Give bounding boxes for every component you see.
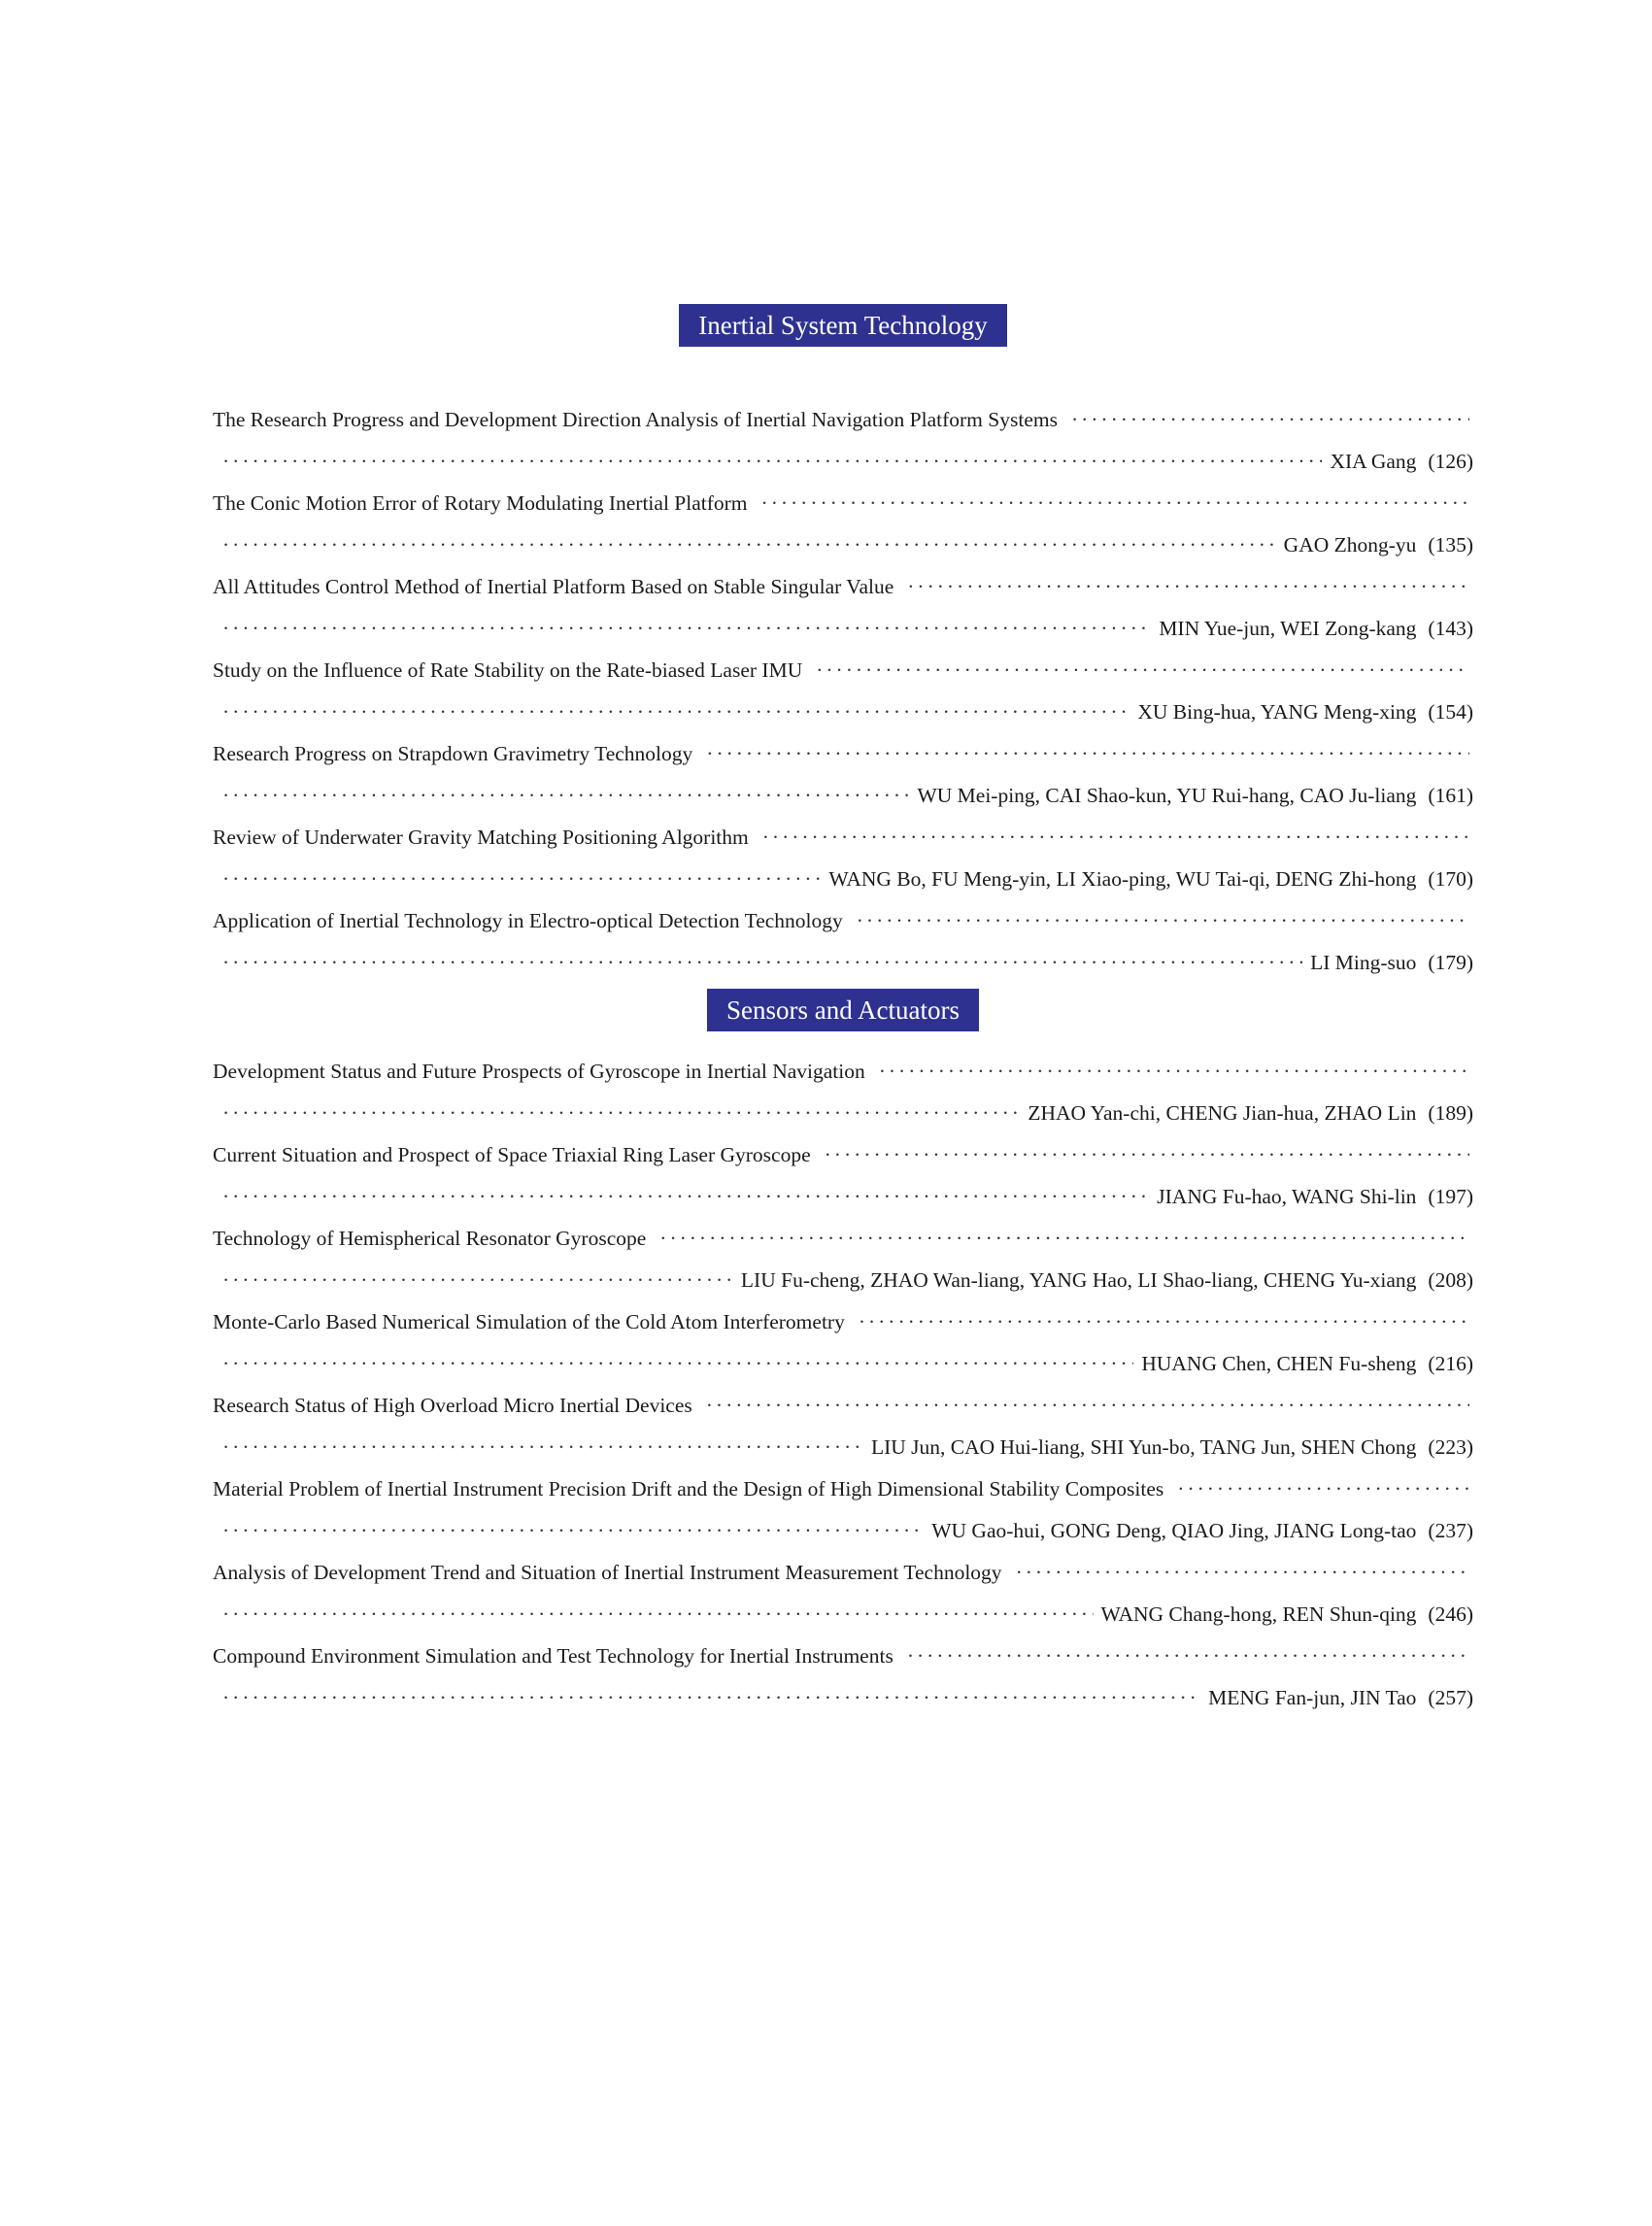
toc-entry[interactable] — [213, 733, 1473, 817]
toc-entry[interactable] — [213, 1218, 1473, 1301]
entry-page: (135) — [1428, 533, 1473, 556]
section-header — [213, 304, 1473, 347]
entry-authors: LI Ming-suo — [1310, 951, 1417, 974]
entry-page: (197) — [1428, 1185, 1473, 1208]
entry-page: (237) — [1428, 1519, 1473, 1542]
dot-leader — [222, 775, 909, 817]
entry-page: (223) — [1428, 1435, 1473, 1459]
dot-leader — [907, 566, 1469, 608]
entry-title: Technology of Hemispherical Resonator Gyroscope — [213, 1227, 647, 1250]
dot-leader — [222, 524, 1276, 566]
dot-leader — [761, 483, 1469, 524]
dot-leader — [222, 1510, 924, 1552]
dot-leader — [857, 900, 1469, 942]
dot-leader — [222, 691, 1129, 733]
dot-leader — [659, 1218, 1469, 1260]
toc-entry[interactable] — [213, 1552, 1473, 1636]
toc-entry[interactable] — [213, 1468, 1473, 1552]
entry-title: All Attitudes Control Method of Inertial Platform Based on Stable Singular Value — [213, 575, 894, 598]
entry-page: (246) — [1428, 1602, 1473, 1626]
entry-title: Development Status and Future Prospects of Gyroscope in Inertial Navigation — [213, 1060, 865, 1083]
dot-leader — [1071, 399, 1469, 441]
entry-title: Study on the Influence of Rate Stability on the Rate-biased Laser IMU — [213, 658, 803, 682]
entry-title: Research Status of High Overload Micro Inertial Devices — [213, 1394, 692, 1417]
entry-authors: XIA Gang — [1330, 450, 1417, 473]
entry-page: (257) — [1428, 1686, 1473, 1709]
dot-leader — [859, 1301, 1469, 1343]
toc-entry[interactable] — [213, 900, 1473, 984]
toc-entry[interactable] — [213, 1134, 1473, 1218]
toc-entry[interactable] — [213, 399, 1473, 483]
dot-leader — [222, 1093, 1020, 1134]
toc-entry[interactable] — [213, 817, 1473, 900]
entry-page: (161) — [1428, 784, 1473, 807]
dot-leader — [1016, 1552, 1469, 1594]
table-of-contents — [213, 304, 1473, 1719]
dot-leader — [222, 608, 1151, 650]
toc-entry[interactable] — [213, 483, 1473, 566]
entry-page: (170) — [1428, 867, 1473, 891]
section-header — [213, 989, 1473, 1031]
dot-leader — [222, 1343, 1133, 1385]
section-title: Sensors and Actuators — [707, 989, 979, 1031]
entry-authors: WANG Bo, FU Meng-yin, LI Xiao-ping, WU Tai-qi, DENG Zhi-hong — [828, 867, 1417, 891]
toc-entry[interactable] — [213, 1301, 1473, 1385]
entry-authors: MIN Yue-jun, WEI Zong-kang — [1159, 617, 1417, 640]
dot-leader — [907, 1636, 1469, 1677]
dot-leader — [879, 1051, 1469, 1093]
toc-entry[interactable] — [213, 1385, 1473, 1468]
entry-title: Material Problem of Inertial Instrument Precision Drift and the Design of High Dimensional Stability Composites — [213, 1477, 1164, 1501]
dot-leader — [706, 733, 1469, 775]
entry-page: (189) — [1428, 1101, 1473, 1125]
entry-title: Monte-Carlo Based Numerical Simulation of the Cold Atom Interferometry — [213, 1310, 845, 1333]
entry-authors: XU Bing-hua, YANG Meng-xing — [1137, 700, 1417, 724]
dot-leader — [222, 942, 1302, 984]
entry-authors: MENG Fan-jun, JIN Tao — [1208, 1686, 1417, 1709]
entry-authors: WANG Chang-hong, REN Shun-qing — [1100, 1602, 1417, 1626]
dot-leader — [222, 1594, 1094, 1636]
dot-leader — [222, 441, 1322, 483]
entry-page: (126) — [1428, 450, 1473, 473]
toc-entry[interactable] — [213, 1636, 1473, 1719]
entry-authors: ZHAO Yan-chi, CHENG Jian-hua, ZHAO Lin — [1028, 1101, 1417, 1125]
entry-title: Application of Inertial Technology in Electro-optical Detection Technology — [213, 909, 843, 932]
entry-title: Review of Underwater Gravity Matching Positioning Algorithm — [213, 826, 749, 849]
toc-entry[interactable] — [213, 1051, 1473, 1134]
entry-title: The Research Progress and Development Direction Analysis of Inertial Navigation Platform Systems — [213, 408, 1058, 431]
dot-leader — [222, 1176, 1149, 1218]
entry-authors: WU Mei-ping, CAI Shao-kun, YU Rui-hang, CAO Ju-liang — [917, 784, 1417, 807]
dot-leader — [222, 1260, 733, 1301]
entry-authors: JIANG Fu-hao, WANG Shi-lin — [1157, 1185, 1417, 1208]
entry-authors: GAO Zhong-yu — [1283, 533, 1417, 556]
dot-leader — [825, 1134, 1469, 1176]
entry-page: (208) — [1428, 1268, 1473, 1292]
toc-entry[interactable] — [213, 566, 1473, 650]
entry-authors: LIU Fu-cheng, ZHAO Wan-liang, YANG Hao, LI Shao-liang, CHENG Yu-xiang — [740, 1268, 1417, 1292]
toc-entry[interactable] — [213, 650, 1473, 733]
entry-title: The Conic Motion Error of Rotary Modulating Inertial Platform — [213, 491, 748, 515]
entry-page: (154) — [1428, 700, 1473, 724]
dot-leader — [1177, 1468, 1469, 1510]
dot-leader — [816, 650, 1469, 691]
entry-title: Compound Environment Simulation and Test Technology for Inertial Instruments — [213, 1644, 893, 1668]
dot-leader — [222, 859, 821, 900]
entry-authors: LIU Jun, CAO Hui-liang, SHI Yun-bo, TANG Jun, SHEN Chong — [870, 1435, 1417, 1459]
entry-page: (143) — [1428, 617, 1473, 640]
entry-title: Research Progress on Strapdown Gravimetry Technology — [213, 742, 693, 765]
dot-leader — [706, 1385, 1469, 1427]
dot-leader — [222, 1427, 863, 1468]
dot-leader — [222, 1677, 1200, 1719]
entry-page: (216) — [1428, 1352, 1473, 1375]
entry-authors: WU Gao-hui, GONG Deng, QIAO Jing, JIANG Long-tao — [931, 1519, 1417, 1542]
entry-page: (179) — [1428, 951, 1473, 974]
dot-leader — [762, 817, 1469, 859]
entry-authors: HUANG Chen, CHEN Fu-sheng — [1141, 1352, 1417, 1375]
section-title: Inertial System Technology — [679, 304, 1007, 347]
entry-title: Analysis of Development Trend and Situation of Inertial Instrument Measurement Technology — [213, 1561, 1002, 1584]
entry-title: Current Situation and Prospect of Space Triaxial Ring Laser Gyroscope — [213, 1143, 811, 1166]
